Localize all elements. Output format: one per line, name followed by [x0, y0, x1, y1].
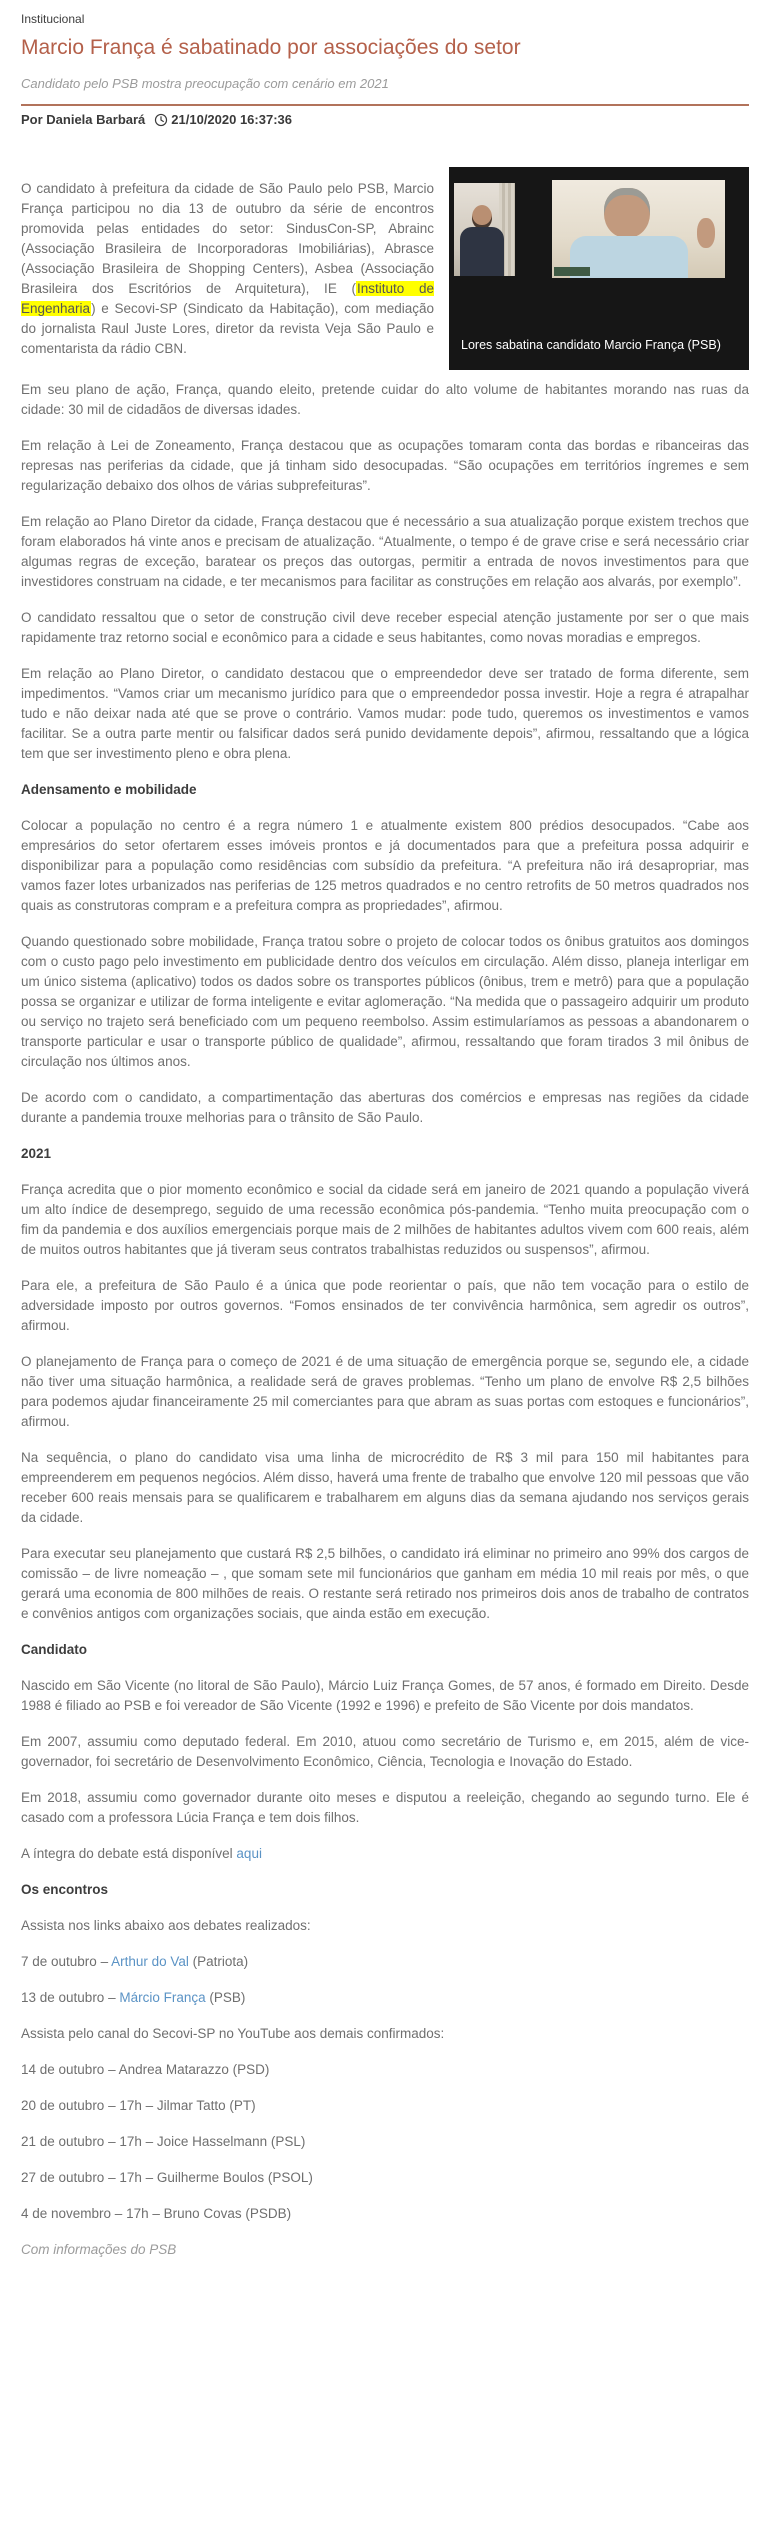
video-call-photo [449, 167, 749, 325]
link-aqui[interactable]: aqui [236, 1846, 262, 1862]
image-caption: Lores sabatina candidato Marcio França (PSB) [461, 338, 721, 353]
paragraph-text: ) e Secovi-SP (Sindicato da Habitação), com mediação do jornalista Raul Juste Lores, diretor da revista Veja São Paulo e comentarista da rádio CBN. [21, 301, 434, 357]
paragraph-debate-link [21, 1844, 749, 1864]
article-subtitle: Candidato pelo PSB mostra preocupação com cenário em 2021 [21, 76, 389, 92]
paragraph: Para ele, a prefeitura de São Paulo é a única que pode reorientar o país, que não tem vocação para o estilo de adversidade imposto por outros governos. “Fomos ensinados de ter convivência harmônica, sem agredir os outros”, afirmou. [21, 1278, 749, 1334]
list-item-debate: 4 de novembro – 17h – Bruno Covas (PSDB) [21, 2206, 292, 2222]
paragraph: Assista nos links abaixo aos debates realizados: [21, 1918, 311, 1934]
paragraph: Nascido em São Vicente (no litoral de São Paulo), Márcio Luiz França Gomes, de 57 anos, é formado em Direito. Desde 1988 é filiado ao PSB e foi vereador de São Vicente (1992 e 1996) e prefeito de São Vicente por dois mandatos. [21, 1678, 749, 1714]
paragraph-text: O candidato à prefeitura da cidade de São Paulo pelo PSB, Marcio França participou no dia 13 de outubro da série de encontros promovida pelas entidades do setor: SindusCon-SP, Abrainc (Associação Brasileira de Incorporadoras Imobiliárias), Abrasce (Associação Brasileira de Shopping Centers), Asbea (Associação Brasileira dos Escritórios de Arquitetura), IE ( [21, 181, 434, 297]
list-item-debate: 27 de outubro – 17h – Guilherme Boulos (PSOL) [21, 2170, 313, 2186]
byline [21, 106, 749, 133]
list-item-debate: 20 de outubro – 17h – Jilmar Tatto (PT) [21, 2098, 256, 2114]
person-hand [697, 218, 715, 248]
highlighted-text: Instituto de Engenharia [21, 281, 435, 317]
paragraph: Em 2007, assumiu como deputado federal. Em 2010, atuou como secretário de Turismo e, em 2015, além de vice-governador, foi secretário de Desenvolvimento Econômico, Ciência, Tecnologia e Inovação do Estado. [21, 1734, 749, 1770]
list-item-debate [21, 1952, 749, 1972]
webcam-name-tag [554, 267, 590, 276]
section-heading-2021: 2021 [21, 1146, 52, 1162]
paragraph: O planejamento de França para o começo de 2021 é de uma situação de emergência porque se, segundo ele, a cidade não tiver uma situação harmônica, a realidade será de graves problemas. “Tenho um plano de envolve R$ 2,5 bilhões para podemos ajudar financeiramente 25 mil comerciantes para que abram as suas portas com estoques e funcionários”, afirmou. [21, 1354, 749, 1430]
paragraph: Em relação à Lei de Zoneamento, França destacou que as ocupações tomaram conta das bordas e ribanceiras das represas nas periferias da cidade, que já tinham sido desocupadas. “São ocupações em territórios íngremes e sem regularização debaixo dos olhos de várias subprefeituras”. [21, 438, 749, 494]
paragraph: Em 2018, assumiu como governador durante oito meses e disputou a reeleição, chegando ao segundo turno. Ele é casado com a professora Lúcia França e tem dois filhos. [21, 1790, 749, 1826]
paragraph-text: (Patriota) [188, 1954, 249, 1970]
paragraph: Em seu plano de ação, França, quando eleito, pretende cuidar do alto volume de habitantes morando nas ruas da cidade: 30 mil de cidadãos de diversas idades. [21, 382, 749, 418]
paragraph: Em relação ao Plano Diretor da cidade, França destacou que é necessário a sua atualização porque existem trechos que foram elaborados há vinte anos e precisam de atualização. “Atualmente, o tempo é de grave crise e será necessário criar algumas regras de exceção, baratear os preços das outorgas, permitir a entrada de novos investimentos para que investidores construam na cidade, e ter mecanismos para facilitar as construções em relação aos alvarás, por exemplo”. [21, 514, 749, 590]
paragraph: Em relação ao Plano Diretor, o candidato destacou que o empreendedor deve ser tratado de forma diferente, sem impedimentos. “Vamos criar um mecanismo jurídico para que o empreendedor possa investir. Hoje a regra é atrapalhar tudo e não deixar nada até que se prove o contrário. Vamos mudar: pode tudo, queremos os investimentos e vamos facilitar. Se a outra parte mentir ou falsificar dados será punido devidamente depois”, afirmou, ressaltando que a lógica tem que ser investimento pleno e obra plena. [21, 666, 749, 762]
author-name: Por Daniela Barbará [21, 112, 146, 128]
article-body [21, 179, 749, 2260]
person-head [472, 205, 492, 229]
section-heading-encontros: Os encontros [21, 1882, 109, 1898]
paragraph-text: (PSB) [205, 1990, 246, 2006]
paragraph-text: A íntegra do debate está disponível [21, 1846, 237, 1862]
link-arthur-do-val[interactable]: Arthur do Val [111, 1954, 189, 1970]
paragraph: Na sequência, o plano do candidato visa uma linha de microcrédito de R$ 3 mil para 150 mil habitantes para empreenderem em pequenos negócios. Além disso, haverá uma frente de trabalho que envolve 120 mil pessoas que vão receber 600 reais mensais para se qualificarem e trabalharem em alguns dias da semana ajudando nos serviços gerais da cidade. [21, 1450, 749, 1526]
list-item-debate [21, 1988, 749, 2008]
paragraph-text: 7 de outubro – [21, 1954, 112, 1970]
webcam-feed-lores [454, 183, 515, 276]
source-note: Com informações do PSB [21, 2242, 177, 2258]
article-header [21, 12, 749, 133]
paragraph: França acredita que o pior momento econômico e social da cidade será em janeiro de 2021 quando a população viverá um alto índice de desemprego, seguido de uma recessão econômica pós-pandemia. “Tenho muita preocupação com o fim da pandemia e dos auxílios emergenciais porque mais de 2 milhões de habitantes adultos vivem com 600 reais, além de muitos outros habitantes que já tiveram seus contratos trabalhistas reduzidos ou suspensos”, afirmou. [21, 1182, 749, 1258]
link-marcio-franca[interactable]: Márcio França [119, 1990, 206, 2006]
page-title: Marcio França é sabatinado por associações do setor [21, 36, 521, 59]
paragraph: Assista pelo canal do Secovi-SP no YouTube aos demais confirmados: [21, 2026, 445, 2042]
person-head [604, 188, 650, 238]
paragraph: Colocar a população no centro é a regra número 1 e atualmente existem 800 prédios desocupados. “Cabe aos empresários do setor ofertarem esses imóveis prontos e já documentados para que a prefeitura possa adquirir e disponibilizar para a população como residências com subsídio da prefeitura. “A prefeitura não irá desapropriar, mas vamos fazer lotes urbanizados nas periferias de 125 metros quadrados e no centro retrofits de 50 metros quadrados nos quais as construtoras compram e a prefeitura compra as propriedades”, afirmou. [21, 818, 749, 914]
list-item-debate: 21 de outubro – 17h – Joice Hasselmann (PSL) [21, 2134, 306, 2150]
paragraph: De acordo com o candidato, a compartimentação das aberturas dos comércios e empresas nas regiões da cidade durante a pandemia trouxe melhorias para o trânsito de São Paulo. [21, 1090, 749, 1126]
article-image [449, 167, 749, 370]
paragraph: Quando questionado sobre mobilidade, França tratou sobre o projeto de colocar todos os ônibus gratuitos aos domingos com o custo pago pelo investimento em publicidade dentro dos veículos em circulação. Além disso, planeja interligar em um único sistema (aplicativo) todos os dados sobre os transportes públicos (ônibus, trem e metrô) para que a população possa se organizar e utilizar de forma inteligente e evitar aglomeração. “Na medida que o passageiro adquirir um produto ou serviço no trajeto será beneficiado com um pequeno reembolso. Assim estimularíamos as pessoas a abandonarem o transporte particular e usar o transporte público de qualidade”, afirmou, ressaltando que foram tirados 3 mil ônibus de circulação nos últimos anos. [21, 934, 749, 1070]
webcam-feed-franca [552, 180, 725, 278]
category-label: Institucional [21, 12, 85, 26]
paragraph-text: 13 de outubro – [21, 1990, 120, 2006]
section-heading-mobilidade: Adensamento e mobilidade [21, 782, 197, 798]
list-item-debate: 14 de outubro – Andrea Matarazzo (PSD) [21, 2062, 270, 2078]
paragraph: O candidato ressaltou que o setor de construção civil deve receber especial atenção justamente por ser o que mais rapidamente traz retorno social e econômico para a cidade e seus habitantes, como novas moradias e empregos. [21, 610, 749, 646]
section-heading-candidato: Candidato [21, 1642, 87, 1658]
paragraph: Para executar seu planejamento que custará R$ 2,5 bilhões, o candidato irá eliminar no primeiro ano 99% dos cargos de comissão – de livre nomeação – , que somam sete mil funcionários que ganham em média 10 mil reais por mês, o que gerará uma economia de 800 milhões de reais. O restante será retirado nos primeiros dois anos de trabalho de contratos e convênios antigos com organizações sociais, que ainda estão em execução. [21, 1546, 749, 1622]
clock-icon [154, 113, 168, 127]
person-shirt [460, 227, 504, 276]
publish-datetime: 21/10/2020 16:37:36 [171, 112, 292, 128]
